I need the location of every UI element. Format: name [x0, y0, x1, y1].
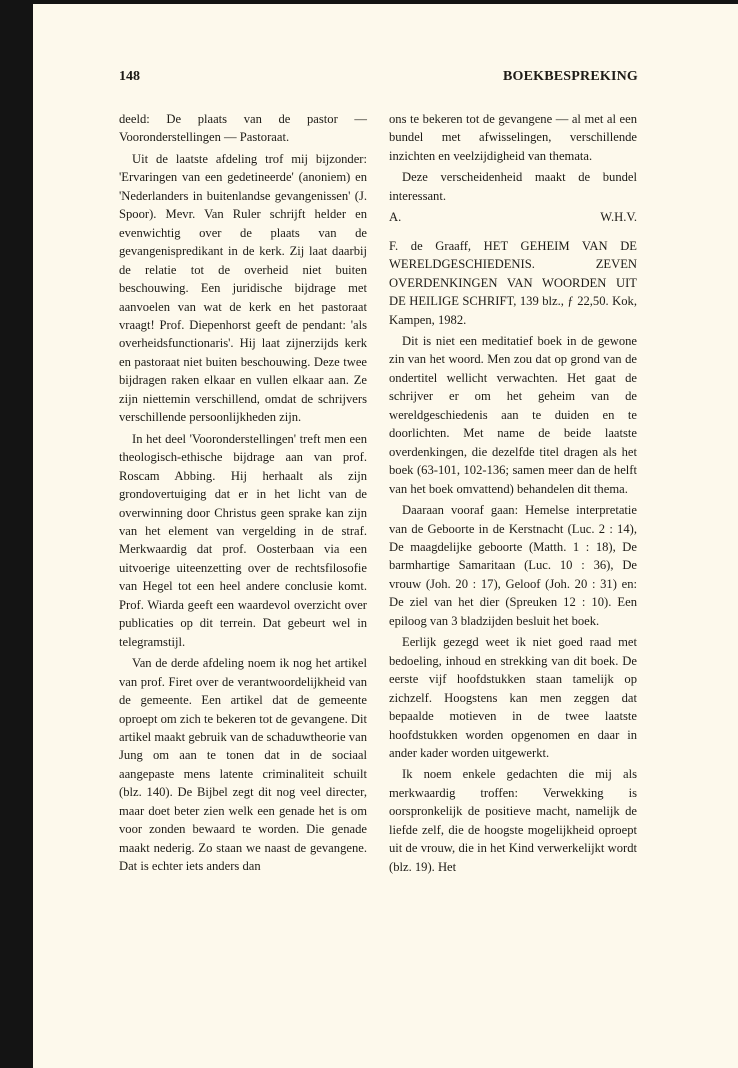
paragraph: deeld: De plaats van de pastor — Vooronderstellingen — Pastoraat. [119, 112, 367, 145]
running-head: BOEKBESPREKING [502, 69, 638, 84]
paragraph: Dit is niet een meditatief boek in de gewone zin van het woord. Men zou dat op grond van de ondertitel wellicht verwachten. Het gaat de schrijver er om het geheim van de wereldgeschiedenis aan te duiden en te doorlichten. Met name de beide laatste overdenkingen, die dezelfde titel dragen als het boek (63-101, 102-136; samen meer dan de helft van het boek omvattend) behandelen dit thema. [389, 333, 637, 496]
paragraph: Uit de laatste afdeling trof mij bijzonder: 'Ervaringen van een gedetineerde' (anoniem) en 'Nederlanders in buitenlandse gevangenissen' (J. Spoor). Mevr. Van Ruler schrijft helder en evenwichtig over de plaats van de gevangenispredikant in de kerk. Zij laat daarbij de relatie tot de overheid niet buiten beschouwing. Een juridische bijdrage met aanvoelen van wat de kerk en het pastoraat vraagt! Prof. Diepenhorst geeft de pendant: 'als overheidsfunctionaris'. Hij laat zijnerzijds kerk en pastoraat niet buiten beschouwing. Deze twee bijdragen raken elkaar en vullen elkaar aan. Ze zijn niettemin verschillend, omdat de schrijvers verschillende persoonlijkheden zijn. [119, 151, 367, 425]
review-signature [389, 208, 637, 226]
scan-top-edge [0, 0, 738, 4]
paragraph: Deze verscheidenheid maakt de bundel interessant. [389, 170, 637, 203]
paragraph: Van de derde afdeling noem ik nog het artikel van prof. Firet over de verantwoordelijkheid van de gemeente. Een artikel dat de gemeente oproept om zich te bekeren tot de gevangene. Dit artikel maakt gebruik van de schaduwtheorie van Jung om aan te tonen dat in de sociaal aangepaste mens latente criminaliteit schuilt (blz. 140). De Bijbel zegt dit nog veel directer, maar doet beter zien welk een genade het is om voor zonden bewaard te worden. Die genade maakt nederig. Zo staan we naast de gevangene. Dat is echter iets anders dan [119, 656, 367, 874]
page-number: 148 [119, 69, 140, 84]
paragraph: Ik noem enkele gedachten die mij als merkwaardig troffen: Verwekking is oorspronkelijk de positieve macht, namelijk de liefde zelf, die de hoogste mogelijkheid oproept uit de vrouw, die in het Kind verwerkelijkt wordt (blz. 19). Het [389, 767, 637, 874]
paragraph: ons te bekeren tot de gevangene — al met al een bundel met afwisselingen, verschillende inzichten en veelzijdigheid van themata. [389, 112, 637, 163]
paragraph: Daaraan vooraf gaan: Hemelse interpretatie van de Geboorte in de Kerstnacht (Luc. 2 : 14), De maagdelijke geboorte (Matth. 1 : 18), De barmhartige Samaritaan (Luc. 10 : 36), De vrouw (Joh. 20 : 17), Geloof (Joh. 20 : 31) en: De ziel van het dier (Spreuken 12 : 10). Een epiloog van 3 bladzijden besluit het boek. [389, 503, 637, 628]
right-column [389, 110, 637, 879]
paragraph: Eerlijk gezegd weet ik niet goed raad met bedoeling, inhoud en strekking van dit boek. De eerste vijf hoofdstukken staan tamelijk op zichzelf. Hoogstens kan men zeggen dat bepaalde motieven in de twee laatste hoofdstukken worden opgenomen en daar in ander kader worden uitgewerkt. [389, 635, 637, 760]
book-reference: F. de Graaff, HET GEHEIM VAN DE WERELDGESCHIEDENIS. ZEVEN OVERDENKINGEN VAN WOORDEN UIT DE HEILIGE SCHRIFT, 139 blz., ƒ 22,50. Kok, Kampen, 1982. [389, 238, 637, 327]
signature-reviewer: W.H.V. [600, 210, 637, 225]
scan-left-edge [0, 0, 33, 1068]
left-column [119, 110, 367, 879]
signature-initial: A. [389, 210, 402, 225]
paragraph: In het deel 'Vooronderstellingen' treft men een theologisch-ethische bijdrage aan van prof. Roscam Abbing. Hij herhaalt als zijn grondovertuiging dat er in het licht van de overwinning door Christus geen sprake kan zijn van het element van vergelding in de straf. Merkwaardig dat prof. Oosterbaan via een uitvoerige uiteenzetting over de rechtsfilosofie van Hegel tot een heel andere conclusie komt. Prof. Wiarda geeft een waardevol overzicht over publicaties op dit terrein. Dat gebeurt wel in telegramstijl. [119, 431, 367, 649]
